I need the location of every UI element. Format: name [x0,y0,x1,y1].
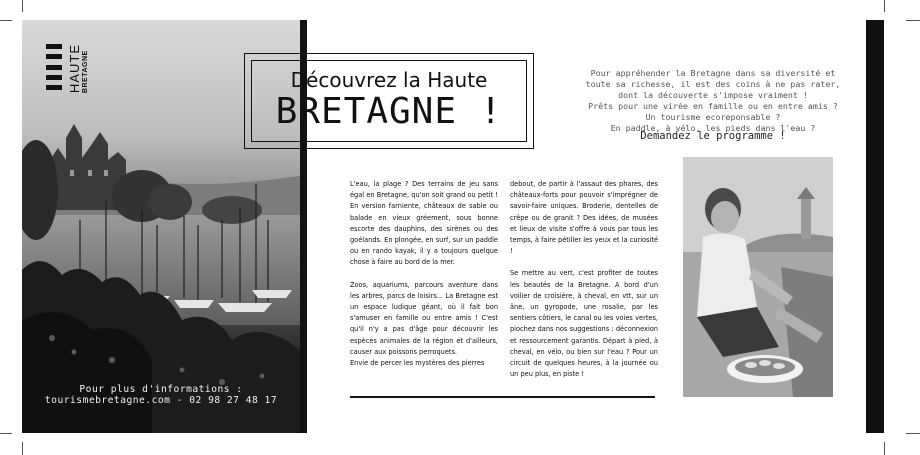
title-inner-frame [251,60,527,142]
crop-mark [22,442,23,455]
body-paragraph: Zoos, aquariums, parcours aventure dans les arbres, parcs de loisirs... La Bretagne est un espace ludique géant, où il fait bon s'amuser en famille ou entre amis ! C'est qu'il n'y a pas d'âge pour découvrir les espèces animales de la région et d'ailleurs, causer aux poissons perroquets. [350,280,498,356]
crop-mark [906,433,920,434]
crop-mark [884,0,885,12]
picnic-photo [683,157,833,397]
intro-line: Pour appréhender la Bretagne dans sa diversité et [590,68,836,78]
intro-line: Un tourisme ecoreponsable ? [645,112,781,122]
body-paragraph: Se mettre au vert, c'est profiter de toutes les beautés de la Bretagne. A bord d'un voilier de croisière, à cheval, en vtt, sur un âne, un gyropode, une rosalie, par les sentiers côtiers, le canal ou les voies vertes, piochez dans nos suggestions : déconnexion et ressourcement garantis. Départ à pied, à cheval, en vélo, ou bien sur l'eau ? Pour un circuit de quelques heures, à la journée ou un peu plus, en piste ! [510,269,658,379]
body-column-1 [350,179,498,380]
crop-mark [906,20,920,21]
crop-mark [884,442,885,455]
logo-word-haute: HAUTE [67,44,82,94]
body-paragraph: debout, de partir à l'assaut des phares, des châteaux-forts pour pouvoir s'imprégner de savoir-faire uniques. Broderie, dentelles de crêpe ou de granit ? Des idées, de musées et lieux de visite s'offre à vous par tous les temps, à faire pétiller les yeux et la curiosité ! [510,180,658,256]
crop-mark [0,433,12,434]
body-paragraph: L'eau, la plage ? Des terrains de jeu sans égal en Bretagne, qu'on soit grand ou petit ! En version farniente, châteaux de sable ou balade en vieux gréement, sous bonne escorte des dauphins, des sirènes ou des goélands. En plongée, en surf, sur un paddle ou en rando kayak, il y a toujours quelque chose à faire au bord de la mer. [350,180,498,267]
crop-mark [0,20,12,21]
intro-text [580,68,846,134]
logo-word-bretagne: BRETAGNE [82,50,89,94]
crop-mark [22,0,23,12]
right-edge-bar [866,20,884,433]
title-frame [244,53,534,149]
body-paragraph: Envie de percer les mystères des pierres [350,359,485,368]
title-line-1: Découvrez la Haute [290,68,488,92]
logo-bars-icon [46,44,62,90]
intro-line: toute sa richesse, il est des coins à ne pas rater, [585,79,841,89]
info-line: Pour plus d'informations : [79,384,243,395]
body-column-2 [510,179,658,391]
picnic-illustration [683,157,833,397]
haute-bretagne-logo [46,44,89,93]
intro-line: dont la découverte s'impose vraiment ! [618,90,808,100]
intro-line: En paddle, à vélo, les pieds dans l'eau ? [610,123,816,133]
bottom-rule [350,396,655,398]
program-cta: Demandez le programme ! [640,130,786,142]
info-contact: tourismebretagne.com - 02 98 27 48 17 [44,395,278,406]
intro-line: Prêts pour une virée en famille ou en entre amis ? [588,101,838,111]
title-line-2: BRETAGNE ! [275,91,503,132]
